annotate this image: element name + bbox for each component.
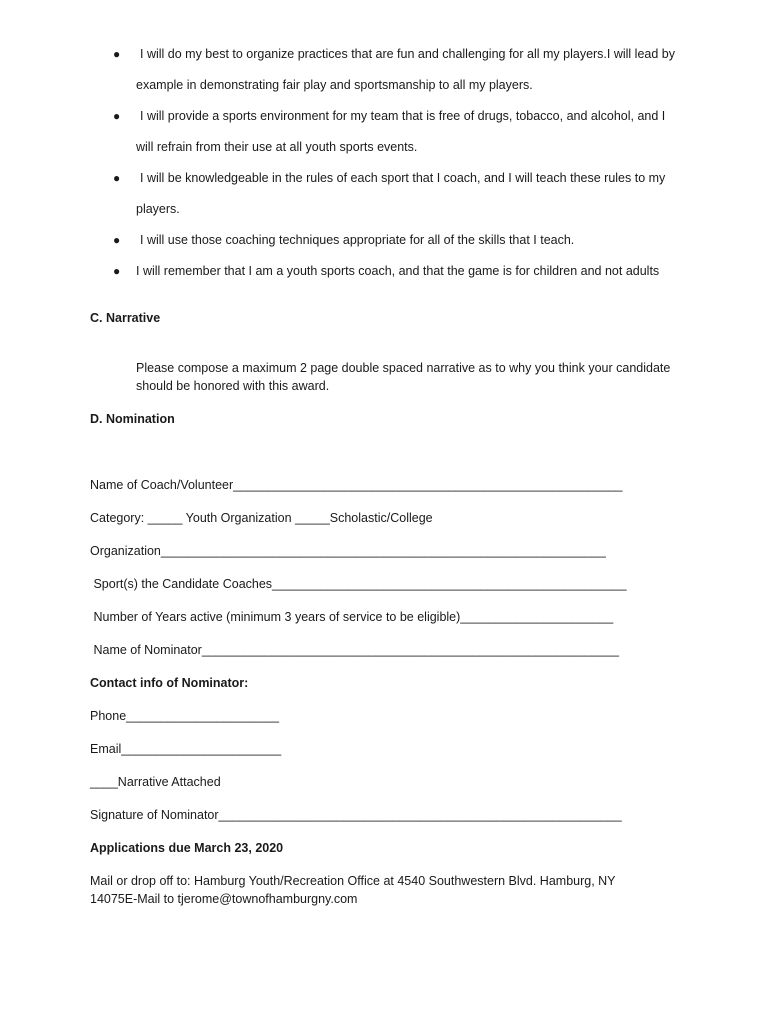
bullet-dot: ● (113, 171, 121, 185)
narrative-instructions-line-1: Please compose a maximum 2 page double spaced narrative as to why you think your candidate (136, 361, 671, 375)
bullet-dot: ● (113, 264, 121, 278)
bullet-3-line-2: players. (136, 202, 180, 216)
deadline-text: Applications due March 23, 2020 (90, 841, 284, 855)
bullet-5-line-1: I will remember that I am a youth sports coach, and that the game is for children and not adults (136, 264, 660, 278)
mail-instructions-line-1: Mail or drop off to: Hamburg Youth/Recreation Office at 4540 Southwestern Blvd. Hamburg, NY (90, 874, 616, 888)
bullet-1-line-1: I will do my best to organize practices that are fun and challenging for all my players.I will lead by (140, 47, 675, 61)
phone-field[interactable]: Phone______________________ (90, 709, 280, 723)
signature-field[interactable]: Signature of Nominator__________________________________________________________ (90, 808, 622, 822)
bullet-3-line-1: I will be knowledgeable in the rules of each sport that I coach, and I will teach these rules to my (140, 171, 666, 185)
contact-info-heading: Contact info of Nominator: (90, 676, 249, 690)
section-c-heading: C. Narrative (90, 311, 161, 325)
years-active-field[interactable]: Number of Years active (minimum 3 years of service to be eligible)______________________ (90, 610, 614, 624)
category-field[interactable]: Category: _____ Youth Organization _____Scholastic/College (90, 511, 433, 525)
narrative-instructions-line-2: should be honored with this award. (136, 379, 330, 393)
coach-name-field[interactable]: Name of Coach/Volunteer________________________________________________________ (90, 478, 623, 492)
bullet-4-line-1: I will use those coaching techniques appropriate for all of the skills that I teach. (140, 233, 575, 247)
bullet-2-line-1: I will provide a sports environment for my team that is free of drugs, tobacco, and alcohol, and I (140, 109, 666, 123)
bullet-dot: ● (113, 109, 121, 123)
organization-field[interactable]: Organization________________________________________________________________ (90, 544, 606, 558)
bullet-dot: ● (113, 47, 121, 61)
email-field[interactable]: Email_______________________ (90, 742, 282, 756)
section-d-heading: D. Nomination (90, 412, 175, 426)
mail-instructions-line-2: 14075E-Mail to tjerome@townofhamburgny.com (90, 892, 358, 906)
bullet-dot: ● (113, 233, 121, 247)
narrative-attached-field[interactable]: ____Narrative Attached (90, 775, 221, 789)
sports-field[interactable]: Sport(s) the Candidate Coaches___________________________________________________ (90, 577, 627, 591)
bullet-1-line-2: example in demonstrating fair play and sportsmanship to all my players. (136, 78, 533, 92)
nominator-name-field[interactable]: Name of Nominator____________________________________________________________ (90, 643, 619, 657)
bullet-2-line-2: will refrain from their use at all youth sports events. (136, 140, 418, 154)
